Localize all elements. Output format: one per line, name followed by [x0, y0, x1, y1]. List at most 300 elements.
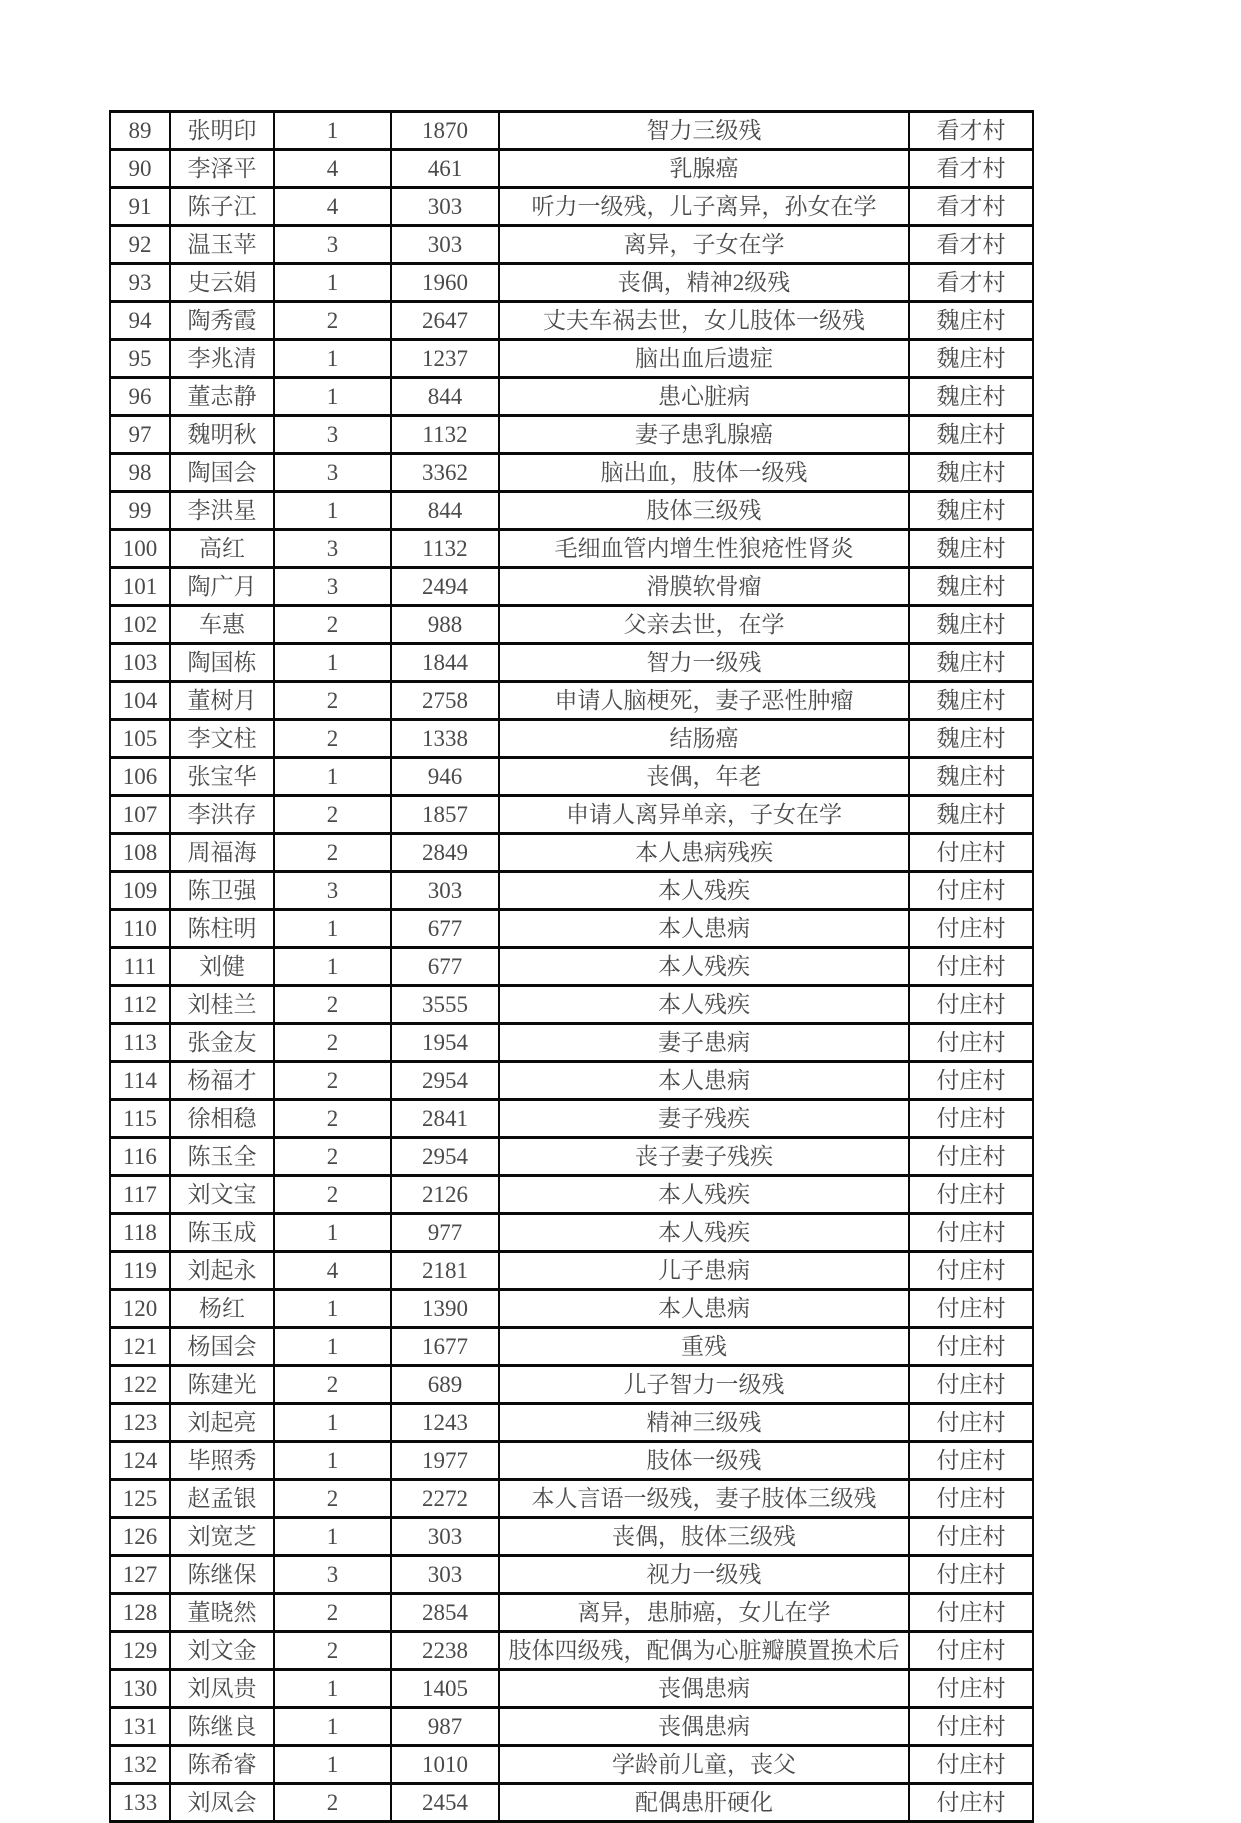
cell-amount: 2454 [391, 1784, 499, 1822]
cell-reason: 本人患病残疾 [499, 834, 909, 872]
table-row [110, 1518, 1033, 1556]
cell-amount: 1390 [391, 1290, 499, 1328]
cell-household-count: 2 [274, 1594, 391, 1632]
table-row [110, 986, 1033, 1024]
cell-name: 陶广月 [170, 568, 274, 606]
cell-village: 魏庄村 [909, 416, 1033, 454]
table-row [110, 226, 1033, 264]
cell-village: 魏庄村 [909, 454, 1033, 492]
cell-village: 付庄村 [909, 986, 1033, 1024]
cell-serial-number: 97 [110, 416, 170, 454]
cell-reason: 重残 [499, 1328, 909, 1366]
cell-name: 李兆清 [170, 340, 274, 378]
cell-reason: 肢体四级残，配偶为心脏瓣膜置换术后 [499, 1632, 909, 1670]
cell-serial-number: 116 [110, 1138, 170, 1176]
table-row [110, 1784, 1033, 1822]
cell-amount: 1243 [391, 1404, 499, 1442]
cell-village: 看才村 [909, 264, 1033, 302]
cell-name: 陈子江 [170, 188, 274, 226]
cell-reason: 精神三级残 [499, 1404, 909, 1442]
cell-serial-number: 110 [110, 910, 170, 948]
cell-village: 魏庄村 [909, 302, 1033, 340]
cell-reason: 儿子智力一级残 [499, 1366, 909, 1404]
cell-reason: 本人残疾 [499, 986, 909, 1024]
cell-household-count: 2 [274, 1138, 391, 1176]
cell-household-count: 2 [274, 1062, 391, 1100]
assistance-roster-table [109, 110, 1034, 1823]
cell-serial-number: 123 [110, 1404, 170, 1442]
cell-serial-number: 131 [110, 1708, 170, 1746]
table-row [110, 1328, 1033, 1366]
cell-amount: 2126 [391, 1176, 499, 1214]
table-row [110, 1290, 1033, 1328]
cell-name: 陶秀霞 [170, 302, 274, 340]
cell-household-count: 4 [274, 188, 391, 226]
cell-reason: 学龄前儿童，丧父 [499, 1746, 909, 1784]
cell-household-count: 1 [274, 758, 391, 796]
cell-name: 刘凤会 [170, 1784, 274, 1822]
cell-name: 刘宽芝 [170, 1518, 274, 1556]
cell-household-count: 1 [274, 1708, 391, 1746]
cell-reason: 本人患病 [499, 1290, 909, 1328]
cell-reason: 本人残疾 [499, 872, 909, 910]
cell-reason: 视力一级残 [499, 1556, 909, 1594]
table-row [110, 796, 1033, 834]
table-row [110, 1746, 1033, 1784]
cell-serial-number: 122 [110, 1366, 170, 1404]
table-body [110, 112, 1033, 1822]
table-row [110, 644, 1033, 682]
cell-amount: 2494 [391, 568, 499, 606]
cell-name: 杨国会 [170, 1328, 274, 1366]
cell-amount: 303 [391, 188, 499, 226]
table-row [110, 1176, 1033, 1214]
cell-household-count: 4 [274, 1252, 391, 1290]
cell-household-count: 2 [274, 1480, 391, 1518]
cell-serial-number: 100 [110, 530, 170, 568]
cell-household-count: 2 [274, 720, 391, 758]
cell-village: 看才村 [909, 150, 1033, 188]
cell-serial-number: 94 [110, 302, 170, 340]
cell-name: 刘凤贵 [170, 1670, 274, 1708]
cell-amount: 1132 [391, 416, 499, 454]
cell-reason: 本人患病 [499, 910, 909, 948]
cell-reason: 本人言语一级残，妻子肢体三级残 [499, 1480, 909, 1518]
cell-village: 看才村 [909, 226, 1033, 264]
cell-household-count: 1 [274, 910, 391, 948]
cell-village: 魏庄村 [909, 758, 1033, 796]
cell-amount: 2647 [391, 302, 499, 340]
table-row [110, 1632, 1033, 1670]
cell-amount: 1844 [391, 644, 499, 682]
cell-name: 徐相稳 [170, 1100, 274, 1138]
cell-village: 付庄村 [909, 1100, 1033, 1138]
table-row [110, 758, 1033, 796]
cell-serial-number: 121 [110, 1328, 170, 1366]
cell-amount: 2238 [391, 1632, 499, 1670]
cell-reason: 智力三级残 [499, 112, 909, 150]
cell-amount: 689 [391, 1366, 499, 1404]
cell-name: 赵孟银 [170, 1480, 274, 1518]
cell-village: 付庄村 [909, 872, 1033, 910]
cell-household-count: 2 [274, 682, 391, 720]
cell-reason: 听力一级残，儿子离异，孙女在学 [499, 188, 909, 226]
cell-serial-number: 102 [110, 606, 170, 644]
cell-serial-number: 130 [110, 1670, 170, 1708]
table-row [110, 150, 1033, 188]
cell-serial-number: 111 [110, 948, 170, 986]
cell-name: 陈卫强 [170, 872, 274, 910]
cell-serial-number: 133 [110, 1784, 170, 1822]
table-row [110, 1214, 1033, 1252]
table-row [110, 948, 1033, 986]
cell-household-count: 1 [274, 1746, 391, 1784]
cell-amount: 303 [391, 872, 499, 910]
table-row [110, 112, 1033, 150]
cell-reason: 丧偶，精神2级残 [499, 264, 909, 302]
cell-household-count: 2 [274, 834, 391, 872]
cell-amount: 2849 [391, 834, 499, 872]
cell-village: 付庄村 [909, 910, 1033, 948]
cell-village: 付庄村 [909, 1404, 1033, 1442]
cell-amount: 2758 [391, 682, 499, 720]
cell-reason: 智力一级残 [499, 644, 909, 682]
cell-household-count: 1 [274, 492, 391, 530]
cell-reason: 滑膜软骨瘤 [499, 568, 909, 606]
cell-amount: 1677 [391, 1328, 499, 1366]
cell-reason: 儿子患病 [499, 1252, 909, 1290]
cell-reason: 脑出血后遗症 [499, 340, 909, 378]
table-row [110, 416, 1033, 454]
cell-name: 张明印 [170, 112, 274, 150]
cell-name: 陈玉全 [170, 1138, 274, 1176]
cell-name: 陶国会 [170, 454, 274, 492]
cell-household-count: 2 [274, 986, 391, 1024]
cell-household-count: 4 [274, 150, 391, 188]
table-row [110, 834, 1033, 872]
cell-reason: 父亲去世，在学 [499, 606, 909, 644]
table-row [110, 682, 1033, 720]
cell-amount: 2954 [391, 1062, 499, 1100]
cell-amount: 1132 [391, 530, 499, 568]
cell-name: 陈希睿 [170, 1746, 274, 1784]
cell-village: 付庄村 [909, 1594, 1033, 1632]
cell-serial-number: 126 [110, 1518, 170, 1556]
cell-amount: 1338 [391, 720, 499, 758]
cell-reason: 本人患病 [499, 1062, 909, 1100]
cell-amount: 2272 [391, 1480, 499, 1518]
cell-serial-number: 120 [110, 1290, 170, 1328]
cell-reason: 结肠癌 [499, 720, 909, 758]
cell-reason: 妻子残疾 [499, 1100, 909, 1138]
cell-serial-number: 92 [110, 226, 170, 264]
table-row [110, 454, 1033, 492]
cell-name: 李泽平 [170, 150, 274, 188]
cell-name: 陈继良 [170, 1708, 274, 1746]
cell-name: 陈玉成 [170, 1214, 274, 1252]
cell-reason: 丧偶，年老 [499, 758, 909, 796]
cell-amount: 677 [391, 910, 499, 948]
cell-household-count: 1 [274, 264, 391, 302]
cell-reason: 丧偶患病 [499, 1708, 909, 1746]
cell-amount: 1960 [391, 264, 499, 302]
table-row [110, 1100, 1033, 1138]
cell-village: 付庄村 [909, 834, 1033, 872]
cell-household-count: 3 [274, 226, 391, 264]
cell-village: 魏庄村 [909, 682, 1033, 720]
table-row [110, 720, 1033, 758]
cell-household-count: 1 [274, 1404, 391, 1442]
cell-name: 刘健 [170, 948, 274, 986]
cell-household-count: 1 [274, 378, 391, 416]
table-row [110, 606, 1033, 644]
cell-amount: 977 [391, 1214, 499, 1252]
cell-household-count: 2 [274, 302, 391, 340]
table-row [110, 1556, 1033, 1594]
cell-household-count: 1 [274, 1518, 391, 1556]
cell-village: 付庄村 [909, 1556, 1033, 1594]
cell-name: 刘起亮 [170, 1404, 274, 1442]
cell-serial-number: 112 [110, 986, 170, 1024]
table-row [110, 378, 1033, 416]
cell-serial-number: 115 [110, 1100, 170, 1138]
cell-name: 车惠 [170, 606, 274, 644]
cell-serial-number: 107 [110, 796, 170, 834]
cell-name: 董志静 [170, 378, 274, 416]
cell-household-count: 3 [274, 416, 391, 454]
cell-name: 陶国栋 [170, 644, 274, 682]
cell-household-count: 3 [274, 568, 391, 606]
cell-reason: 申请人离异单亲，子女在学 [499, 796, 909, 834]
cell-household-count: 1 [274, 1290, 391, 1328]
cell-amount: 1405 [391, 1670, 499, 1708]
table-row [110, 1138, 1033, 1176]
cell-village: 魏庄村 [909, 606, 1033, 644]
cell-household-count: 2 [274, 796, 391, 834]
cell-household-count: 1 [274, 340, 391, 378]
cell-reason: 患心脏病 [499, 378, 909, 416]
cell-serial-number: 109 [110, 872, 170, 910]
cell-name: 陈建光 [170, 1366, 274, 1404]
table-row [110, 1252, 1033, 1290]
cell-village: 魏庄村 [909, 720, 1033, 758]
cell-village: 看才村 [909, 188, 1033, 226]
cell-amount: 303 [391, 226, 499, 264]
cell-village: 付庄村 [909, 1442, 1033, 1480]
cell-village: 魏庄村 [909, 378, 1033, 416]
cell-serial-number: 108 [110, 834, 170, 872]
cell-household-count: 2 [274, 1366, 391, 1404]
table-row [110, 910, 1033, 948]
cell-reason: 本人残疾 [499, 1176, 909, 1214]
cell-amount: 3362 [391, 454, 499, 492]
cell-serial-number: 119 [110, 1252, 170, 1290]
cell-reason: 肢体一级残 [499, 1442, 909, 1480]
cell-serial-number: 125 [110, 1480, 170, 1518]
cell-name: 董晓然 [170, 1594, 274, 1632]
cell-serial-number: 132 [110, 1746, 170, 1784]
cell-amount: 2954 [391, 1138, 499, 1176]
cell-village: 付庄村 [909, 1252, 1033, 1290]
cell-amount: 1870 [391, 112, 499, 150]
table-row [110, 1480, 1033, 1518]
table-row [110, 1594, 1033, 1632]
cell-household-count: 1 [274, 948, 391, 986]
cell-name: 董树月 [170, 682, 274, 720]
cell-serial-number: 117 [110, 1176, 170, 1214]
cell-village: 魏庄村 [909, 644, 1033, 682]
cell-amount: 303 [391, 1556, 499, 1594]
table-row [110, 302, 1033, 340]
cell-village: 魏庄村 [909, 796, 1033, 834]
cell-reason: 妻子患乳腺癌 [499, 416, 909, 454]
cell-amount: 946 [391, 758, 499, 796]
cell-village: 付庄村 [909, 1214, 1033, 1252]
cell-household-count: 2 [274, 1100, 391, 1138]
cell-village: 付庄村 [909, 1138, 1033, 1176]
cell-serial-number: 114 [110, 1062, 170, 1100]
cell-village: 魏庄村 [909, 492, 1033, 530]
cell-serial-number: 113 [110, 1024, 170, 1062]
cell-reason: 离异，患肺癌，女儿在学 [499, 1594, 909, 1632]
table-row [110, 188, 1033, 226]
table-row [110, 568, 1033, 606]
cell-reason: 丈夫车祸去世，女儿肢体一级残 [499, 302, 909, 340]
cell-household-count: 1 [274, 1328, 391, 1366]
cell-reason: 离异，子女在学 [499, 226, 909, 264]
cell-amount: 1010 [391, 1746, 499, 1784]
table-row [110, 340, 1033, 378]
cell-village: 付庄村 [909, 1518, 1033, 1556]
cell-village: 付庄村 [909, 1328, 1033, 1366]
cell-amount: 844 [391, 378, 499, 416]
table-row [110, 1442, 1033, 1480]
cell-reason: 脑出血，肢体一级残 [499, 454, 909, 492]
cell-village: 付庄村 [909, 1366, 1033, 1404]
cell-serial-number: 98 [110, 454, 170, 492]
cell-household-count: 2 [274, 1176, 391, 1214]
cell-amount: 2841 [391, 1100, 499, 1138]
cell-serial-number: 104 [110, 682, 170, 720]
cell-serial-number: 90 [110, 150, 170, 188]
cell-name: 史云娟 [170, 264, 274, 302]
cell-amount: 1237 [391, 340, 499, 378]
cell-household-count: 2 [274, 1632, 391, 1670]
cell-household-count: 3 [274, 872, 391, 910]
cell-amount: 2181 [391, 1252, 499, 1290]
cell-name: 高红 [170, 530, 274, 568]
cell-serial-number: 99 [110, 492, 170, 530]
cell-village: 付庄村 [909, 1480, 1033, 1518]
cell-serial-number: 103 [110, 644, 170, 682]
cell-village: 魏庄村 [909, 340, 1033, 378]
cell-serial-number: 127 [110, 1556, 170, 1594]
cell-name: 张宝华 [170, 758, 274, 796]
cell-village: 付庄村 [909, 1176, 1033, 1214]
cell-village: 付庄村 [909, 1062, 1033, 1100]
cell-serial-number: 101 [110, 568, 170, 606]
cell-serial-number: 91 [110, 188, 170, 226]
cell-reason: 肢体三级残 [499, 492, 909, 530]
cell-name: 李文柱 [170, 720, 274, 758]
cell-serial-number: 129 [110, 1632, 170, 1670]
cell-amount: 461 [391, 150, 499, 188]
cell-village: 付庄村 [909, 948, 1033, 986]
cell-village: 魏庄村 [909, 530, 1033, 568]
cell-village: 付庄村 [909, 1708, 1033, 1746]
cell-household-count: 1 [274, 1442, 391, 1480]
cell-name: 李洪星 [170, 492, 274, 530]
cell-household-count: 1 [274, 1214, 391, 1252]
cell-name: 张金友 [170, 1024, 274, 1062]
cell-serial-number: 96 [110, 378, 170, 416]
cell-reason: 毛细血管内增生性狼疮性肾炎 [499, 530, 909, 568]
cell-serial-number: 118 [110, 1214, 170, 1252]
table-row [110, 1404, 1033, 1442]
cell-serial-number: 128 [110, 1594, 170, 1632]
cell-amount: 303 [391, 1518, 499, 1556]
cell-village: 付庄村 [909, 1670, 1033, 1708]
cell-amount: 1977 [391, 1442, 499, 1480]
cell-household-count: 2 [274, 1024, 391, 1062]
table-row [110, 530, 1033, 568]
table-row [110, 1062, 1033, 1100]
cell-name: 刘文金 [170, 1632, 274, 1670]
cell-amount: 844 [391, 492, 499, 530]
cell-village: 看才村 [909, 112, 1033, 150]
cell-village: 付庄村 [909, 1024, 1033, 1062]
cell-household-count: 2 [274, 606, 391, 644]
cell-serial-number: 93 [110, 264, 170, 302]
cell-reason: 妻子患病 [499, 1024, 909, 1062]
cell-name: 毕照秀 [170, 1442, 274, 1480]
cell-amount: 987 [391, 1708, 499, 1746]
table-row [110, 492, 1033, 530]
cell-amount: 2854 [391, 1594, 499, 1632]
cell-reason: 丧偶，肢体三级残 [499, 1518, 909, 1556]
cell-household-count: 3 [274, 1556, 391, 1594]
cell-amount: 1857 [391, 796, 499, 834]
cell-household-count: 1 [274, 1670, 391, 1708]
cell-name: 李洪存 [170, 796, 274, 834]
table-row [110, 1366, 1033, 1404]
cell-reason: 本人残疾 [499, 1214, 909, 1252]
cell-household-count: 3 [274, 454, 391, 492]
table-row [110, 264, 1033, 302]
cell-name: 刘起永 [170, 1252, 274, 1290]
cell-amount: 677 [391, 948, 499, 986]
cell-amount: 3555 [391, 986, 499, 1024]
cell-village: 付庄村 [909, 1632, 1033, 1670]
cell-name: 陈继保 [170, 1556, 274, 1594]
cell-reason: 乳腺癌 [499, 150, 909, 188]
cell-name: 杨红 [170, 1290, 274, 1328]
cell-village: 付庄村 [909, 1746, 1033, 1784]
cell-village: 付庄村 [909, 1784, 1033, 1822]
cell-village: 魏庄村 [909, 568, 1033, 606]
table-row [110, 1670, 1033, 1708]
cell-reason: 丧偶患病 [499, 1670, 909, 1708]
cell-serial-number: 95 [110, 340, 170, 378]
cell-reason: 配偶患肝硬化 [499, 1784, 909, 1822]
cell-household-count: 3 [274, 530, 391, 568]
table-row [110, 872, 1033, 910]
cell-name: 陈柱明 [170, 910, 274, 948]
cell-name: 周福海 [170, 834, 274, 872]
cell-amount: 988 [391, 606, 499, 644]
cell-serial-number: 106 [110, 758, 170, 796]
cell-name: 刘桂兰 [170, 986, 274, 1024]
